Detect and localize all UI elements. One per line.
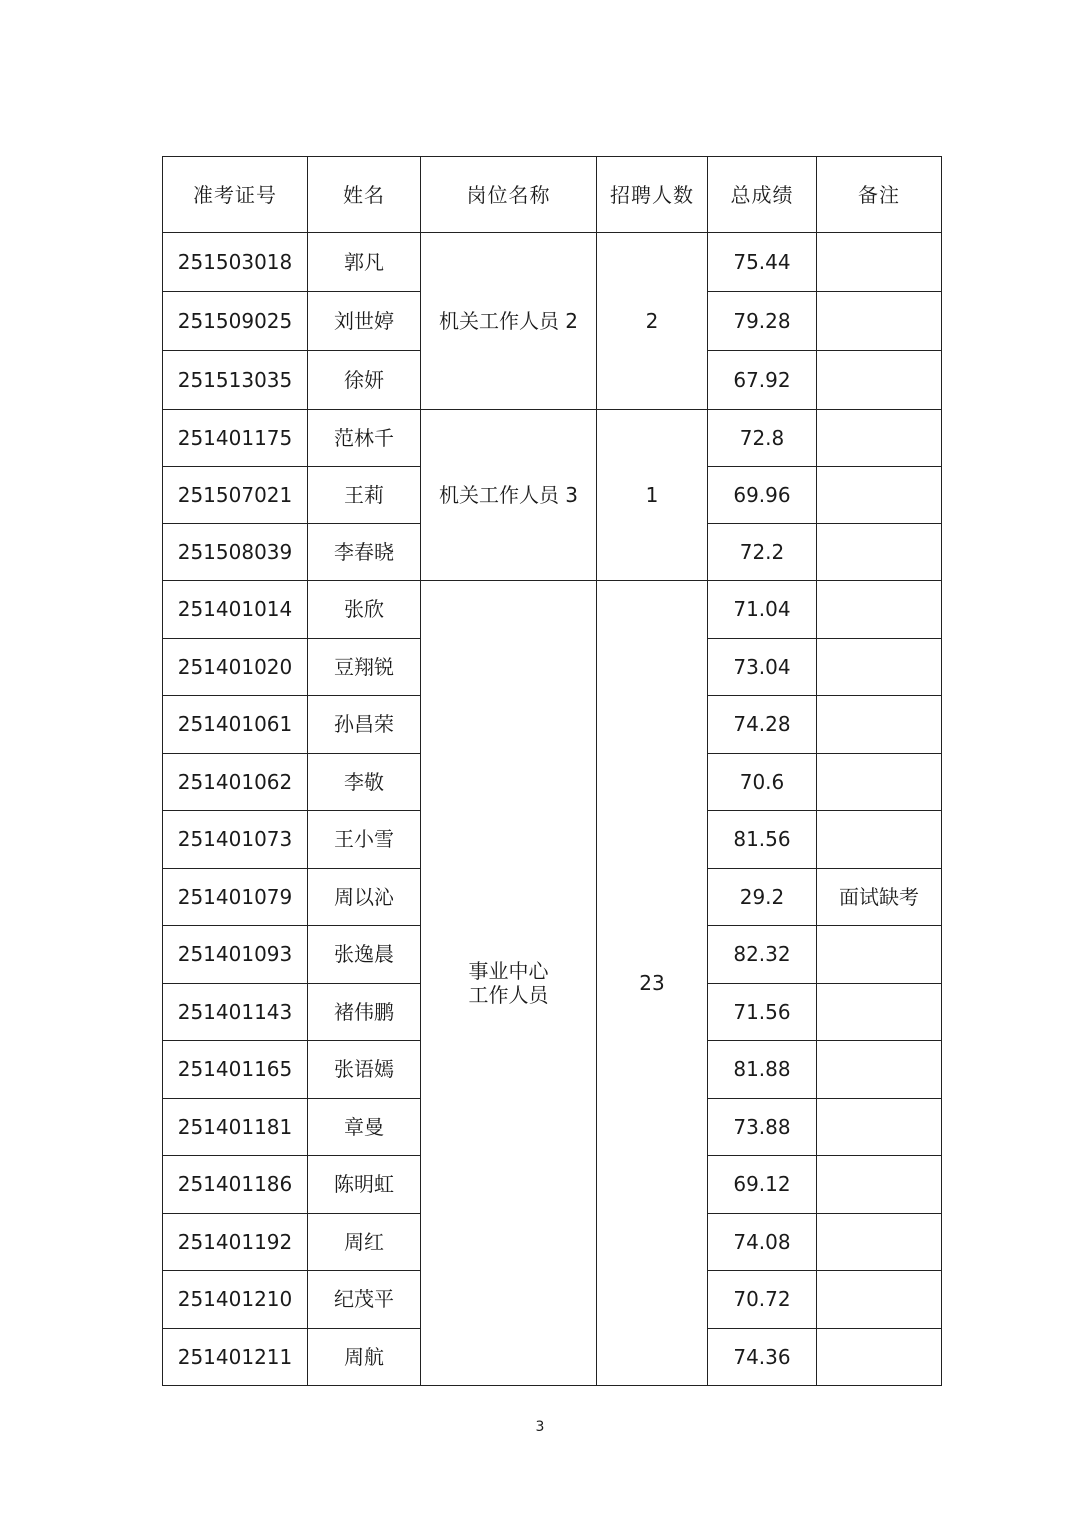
position-label-line-2: 工作人员 [468,983,549,1007]
remarks-cell [817,233,942,292]
score-cell: 29.2 [708,868,817,926]
remarks-cell [817,1328,942,1386]
hiring-count-cell: 23 [597,581,708,1386]
header-row [163,157,942,233]
score-cell: 72.8 [708,410,817,467]
remarks-cell [817,524,942,581]
exam-id-cell: 251401062 [163,753,308,811]
name-cell: 褚伟鹏 [308,983,421,1041]
header-remarks: 备注 [817,157,942,233]
score-cell: 70.6 [708,753,817,811]
name-cell: 周航 [308,1328,421,1386]
name-cell: 王莉 [308,467,421,524]
remarks-cell [817,638,942,696]
remarks-cell [817,1098,942,1156]
score-cell: 73.88 [708,1098,817,1156]
name-cell: 章曼 [308,1098,421,1156]
score-cell: 74.08 [708,1213,817,1271]
remarks-cell [817,983,942,1041]
remarks-cell [817,753,942,811]
exam-id-cell: 251401210 [163,1271,308,1329]
remarks-cell [817,581,942,639]
name-cell: 豆翔锐 [308,638,421,696]
name-cell: 范林千 [308,410,421,467]
exam-id-cell: 251401165 [163,1041,308,1099]
position-cell [421,410,597,581]
exam-id-cell: 251513035 [163,351,308,410]
exam-id-cell: 251508039 [163,524,308,581]
hiring-count-cell: 1 [597,410,708,581]
hiring-count-cell: 2 [597,233,708,410]
remarks-cell [817,467,942,524]
remarks-cell [817,410,942,467]
remarks-cell [817,926,942,984]
name-cell: 张语嫣 [308,1041,421,1099]
table-row [163,233,942,292]
remarks-cell [817,351,942,410]
exam-id-cell: 251401192 [163,1213,308,1271]
exam-id-cell: 251503018 [163,233,308,292]
name-cell: 徐妍 [308,351,421,410]
exam-id-cell: 251401079 [163,868,308,926]
score-cell: 70.72 [708,1271,817,1329]
name-cell: 张逸晨 [308,926,421,984]
remarks-cell [817,1041,942,1099]
exam-id-cell: 251509025 [163,292,308,351]
exam-id-cell: 251401186 [163,1156,308,1214]
score-cell: 82.32 [708,926,817,984]
score-cell: 69.96 [708,467,817,524]
score-cell: 81.56 [708,811,817,869]
name-cell: 孙昌荣 [308,696,421,754]
score-cell: 81.88 [708,1041,817,1099]
score-cell: 71.04 [708,581,817,639]
exam-id-cell: 251401014 [163,581,308,639]
exam-id-cell: 251401020 [163,638,308,696]
name-cell: 郭凡 [308,233,421,292]
remarks-cell [817,1271,942,1329]
header-exam-id: 准考证号 [163,157,308,233]
name-cell: 纪茂平 [308,1271,421,1329]
position-cell [421,581,597,1386]
name-cell: 周以沁 [308,868,421,926]
score-cell: 79.28 [708,292,817,351]
position-cell [421,233,597,410]
score-table [162,156,942,1386]
remarks-cell [817,696,942,754]
score-cell: 69.12 [708,1156,817,1214]
score-cell: 74.28 [708,696,817,754]
page-number: 3 [535,1419,545,1435]
header-position: 岗位名称 [421,157,597,233]
score-cell: 73.04 [708,638,817,696]
exam-id-cell: 251401073 [163,811,308,869]
name-cell: 李敬 [308,753,421,811]
name-cell: 王小雪 [308,811,421,869]
name-cell: 张欣 [308,581,421,639]
exam-id-cell: 251401093 [163,926,308,984]
name-cell: 周红 [308,1213,421,1271]
exam-id-cell: 251507021 [163,467,308,524]
header-hiring-count: 招聘人数 [597,157,708,233]
exam-id-cell: 251401175 [163,410,308,467]
remarks-cell [817,1156,942,1214]
header-name: 姓名 [308,157,421,233]
table-row [163,410,942,467]
remarks-cell: 面试缺考 [817,868,942,926]
remarks-cell [817,1213,942,1271]
remarks-cell [817,292,942,351]
score-cell: 74.36 [708,1328,817,1386]
position-label: 机关工作人员 2 [438,309,579,333]
exam-id-cell: 251401211 [163,1328,308,1386]
name-cell: 李春晓 [308,524,421,581]
header-total-score: 总成绩 [708,157,817,233]
remarks-cell [817,811,942,869]
score-cell: 72.2 [708,524,817,581]
table-row [163,581,942,639]
position-label-line-1: 事业中心 [468,959,549,983]
exam-id-cell: 251401143 [163,983,308,1041]
score-cell: 71.56 [708,983,817,1041]
exam-id-cell: 251401181 [163,1098,308,1156]
name-cell: 陈明虹 [308,1156,421,1214]
score-cell: 67.92 [708,351,817,410]
score-cell: 75.44 [708,233,817,292]
exam-id-cell: 251401061 [163,696,308,754]
name-cell: 刘世婷 [308,292,421,351]
position-label: 机关工作人员 3 [438,483,579,507]
